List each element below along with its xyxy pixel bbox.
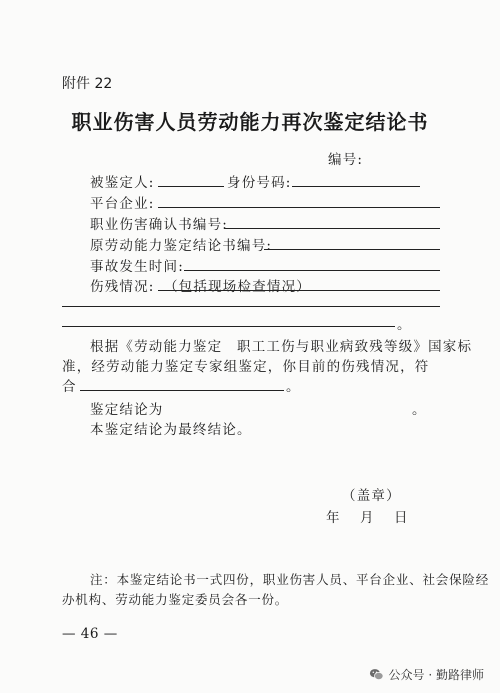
note-line-1: 注：本鉴定结论书一式四份，职业伤害人员、平台企业、社会保险经 <box>90 572 490 587</box>
injury-confirmation-label: 职业伤害确认书编号: <box>90 217 229 233</box>
id-number-blank <box>292 186 420 187</box>
page-number: — 46 — <box>62 626 118 642</box>
disability-status-blank <box>158 290 440 291</box>
disability-hint: （包括现场检查情况） <box>164 279 311 295</box>
date-month: 月 <box>360 510 375 526</box>
note-line-2: 办机构、劳动能力鉴定委员会各一份。 <box>62 592 289 607</box>
platform-company-blank <box>158 207 440 208</box>
final-statement: 本鉴定结论为最终结论。 <box>90 422 252 438</box>
platform-company-label: 平台企业: <box>90 196 155 212</box>
accident-time-blank <box>184 270 440 271</box>
watermark-text: 公众号 · 勤路律师 <box>388 668 484 682</box>
disability-status-label: 伤残情况: <box>90 279 155 295</box>
disability-extra-line-2 <box>62 326 395 327</box>
wechat-icon <box>369 667 384 682</box>
date-year: 年 <box>326 510 341 526</box>
document-title: 职业伤害人员劳动能力再次鉴定结论书 <box>71 110 429 134</box>
number-label: 编号: <box>328 152 364 168</box>
seal-label: （盖章） <box>342 488 401 504</box>
watermark <box>369 666 484 683</box>
date-day: 日 <box>394 510 409 526</box>
original-conclusion-label: 原劳动能力鉴定结论书编号: <box>90 238 273 254</box>
conclusion-end-mark: 。 <box>412 402 427 418</box>
original-conclusion-blank <box>264 249 440 250</box>
annex-label: 附件 22 <box>62 76 113 92</box>
conclusion-label: 鉴定结论为 <box>90 402 164 418</box>
id-number-label: 身份号码: <box>227 175 292 191</box>
injury-confirmation-blank <box>224 228 440 229</box>
standard-blank <box>80 390 284 391</box>
body-line-1: 根据《劳动能力鉴定 职工工伤与职业病致残等级》国家标 <box>90 339 473 355</box>
body-line-3-prefix: 合 <box>62 379 77 395</box>
body-line-3-suffix: 。 <box>286 379 301 395</box>
disability-extra-line-1 <box>62 306 440 307</box>
appraised-person-label: 被鉴定人: <box>90 175 155 191</box>
disability-end-mark: 。 <box>397 317 412 333</box>
accident-time-label: 事故发生时间: <box>90 259 184 275</box>
body-line-2: 准，经劳动能力鉴定专家组鉴定，你目前的伤残情况，符 <box>62 359 430 375</box>
appraised-person-blank <box>158 186 224 187</box>
